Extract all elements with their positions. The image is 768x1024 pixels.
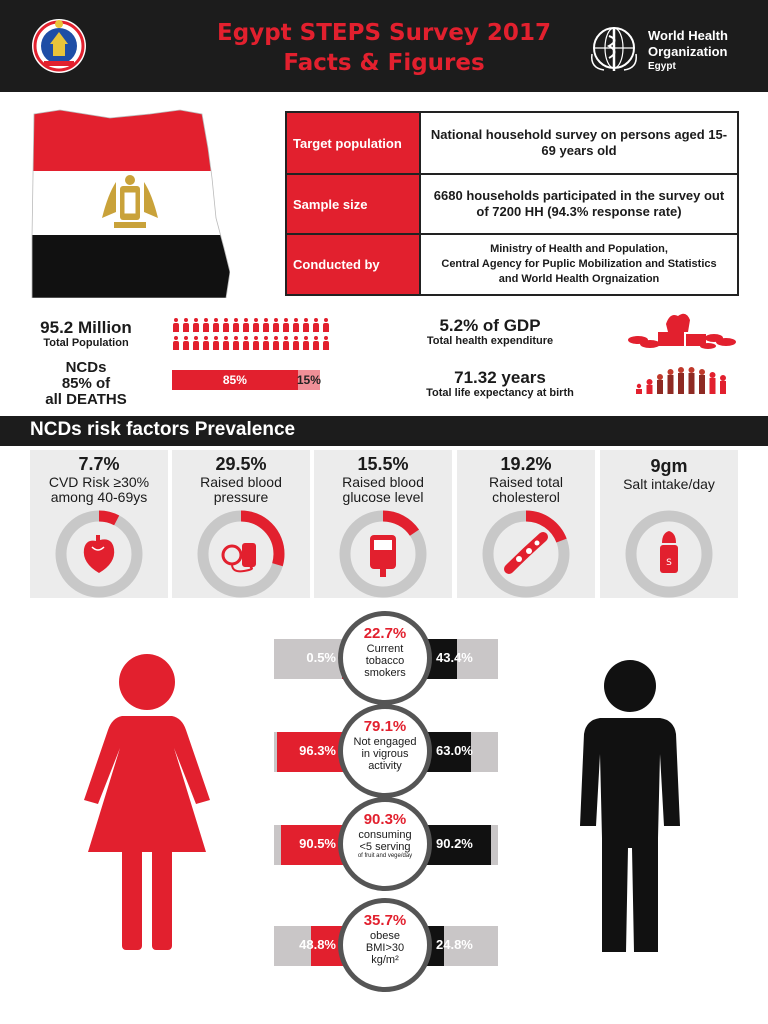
person-icon (212, 318, 220, 332)
female-value: 90.5% (299, 836, 336, 851)
prevalence-donut (194, 507, 288, 601)
total-value: 22.7% (363, 625, 407, 642)
male-value: 90.2% (436, 836, 473, 851)
person-icon (222, 318, 230, 332)
info-value: 6680 households participated in the survey out of 7200 HH (94.3% response rate) (433, 188, 725, 219)
info-row-conducted (287, 235, 737, 294)
who-name: World Health Organization (648, 28, 728, 59)
indicator-label: Not engaged in vigrous activity (353, 736, 417, 772)
person-icon (232, 318, 240, 332)
person-icon (282, 336, 290, 350)
gender-comparison (274, 718, 498, 772)
ncd-deaths-stat: NCDs 85% of all DEATHS (45, 359, 127, 408)
risk-label: CVD Risk ≥30% among 40-69ys (48, 474, 150, 505)
risk-label: Raised blood glucose level (342, 474, 424, 505)
male-value: 43.4% (436, 650, 473, 665)
prevalence-donut (622, 507, 716, 601)
page-title (150, 18, 618, 78)
info-label: Sample size (287, 175, 421, 233)
person-icon (182, 336, 190, 350)
title-line-1: Egypt STEPS Survey 2017 (217, 20, 551, 46)
total-circle (338, 704, 432, 798)
risk-card (30, 450, 168, 598)
person-icon (172, 318, 180, 332)
person-icon (212, 336, 220, 350)
other-share-bar: 15% (298, 370, 320, 390)
info-value: Ministry of Health and Population, Central Agency for Puplic Mobilization and Statistics and World Health Orgnaization (441, 243, 717, 285)
info-label: Conducted by (287, 235, 421, 294)
gender-comparison (274, 912, 498, 966)
population-icons-row-1 (172, 318, 330, 332)
population-stat: 95.2 Million Total Population (40, 318, 132, 349)
person-icon (272, 318, 280, 332)
blood-pressure-icon (223, 543, 256, 571)
male-figure-icon (572, 658, 688, 954)
person-icon (172, 336, 180, 350)
male-value: 24.8% (436, 937, 473, 952)
indicator-label: Current tobacco smokers (364, 643, 406, 679)
person-icon (252, 318, 260, 332)
who-emblem-icon (588, 24, 640, 74)
ncd-deaths-bar (172, 370, 320, 390)
person-icon (202, 318, 210, 332)
person-icon (182, 318, 190, 332)
egypt-flag-map (30, 108, 230, 298)
person-icon (262, 318, 270, 332)
person-icon (302, 336, 310, 350)
svg-text:S: S (666, 558, 672, 568)
person-icon (312, 336, 320, 350)
total-circle (338, 611, 432, 705)
ages-of-man-icon (632, 364, 732, 394)
gender-comparison (274, 811, 498, 865)
risk-value: 29.5% (215, 454, 267, 474)
who-country: Egypt (648, 61, 676, 72)
info-value: National household survey on persons aged 15-69 years old (430, 127, 728, 158)
artery-icon (509, 537, 543, 569)
risk-card (457, 450, 595, 598)
female-value: 96.3% (299, 743, 336, 758)
risk-card (600, 450, 738, 598)
salt-shaker-icon (660, 531, 678, 573)
female-value: 48.8% (299, 937, 336, 952)
person-icon (192, 318, 200, 332)
risk-value: 15.5% (357, 454, 409, 474)
person-icon (202, 336, 210, 350)
survey-info-table (285, 111, 739, 296)
indicator-sublabel: of fruit and vege/day (357, 853, 413, 859)
glucometer-icon (370, 535, 396, 577)
title-line-2: Facts & Figures (283, 50, 485, 76)
risk-value: 9gm (650, 456, 688, 476)
person-icon (272, 336, 280, 350)
info-row-sample (287, 175, 737, 235)
person-icon (292, 318, 300, 332)
heart-icon (84, 535, 114, 573)
person-icon (312, 318, 320, 332)
risk-label: Salt intake/day (623, 476, 715, 492)
person-icon (252, 336, 260, 350)
section-title: NCDs risk factors Prevalence (30, 419, 296, 440)
person-icon (232, 336, 240, 350)
person-icon (302, 318, 310, 332)
total-value: 79.1% (363, 718, 407, 735)
total-value: 35.7% (363, 912, 407, 929)
prevalence-donut (336, 507, 430, 601)
money-icon (626, 308, 742, 350)
section-header (0, 416, 768, 446)
person-icon (262, 336, 270, 350)
risk-card (172, 450, 310, 598)
female-figure-icon (82, 652, 212, 952)
total-value: 90.3% (363, 811, 407, 828)
person-icon (192, 336, 200, 350)
person-icon (242, 318, 250, 332)
female-value: 0.5% (306, 650, 336, 665)
male-value: 63.0% (436, 743, 473, 758)
risk-label: Raised total cholesterol (489, 474, 563, 505)
person-icon (322, 336, 330, 350)
gender-comparison (274, 625, 498, 679)
risk-value: 7.7% (78, 454, 120, 474)
person-icon (242, 336, 250, 350)
risk-label: Raised blood pressure (200, 474, 282, 505)
prevalence-donut (52, 507, 146, 601)
info-label: Target population (287, 113, 421, 173)
life-expectancy-stat: 71.32 years Total life expectancy at birth (426, 368, 574, 399)
risk-card (314, 450, 452, 598)
risk-value: 19.2% (500, 454, 552, 474)
header-bar (0, 0, 768, 92)
population-icons-row-2 (172, 336, 330, 350)
person-icon (322, 318, 330, 332)
total-circle (338, 797, 432, 891)
prevalence-donut (479, 507, 573, 601)
person-icon (292, 336, 300, 350)
ministry-of-health-logo (30, 14, 88, 78)
who-logo (588, 24, 758, 74)
person-icon (282, 318, 290, 332)
total-circle (338, 898, 432, 992)
person-icon (222, 336, 230, 350)
indicator-label: consuming <5 serving of fruit and vege/day (345, 829, 425, 860)
ncd-share-bar: 85% (172, 370, 298, 390)
indicator-label: obese BMI>30 kg/m² (365, 930, 405, 966)
gdp-stat: 5.2% of GDP Total health expenditure (426, 316, 554, 347)
info-row-target (287, 113, 737, 175)
